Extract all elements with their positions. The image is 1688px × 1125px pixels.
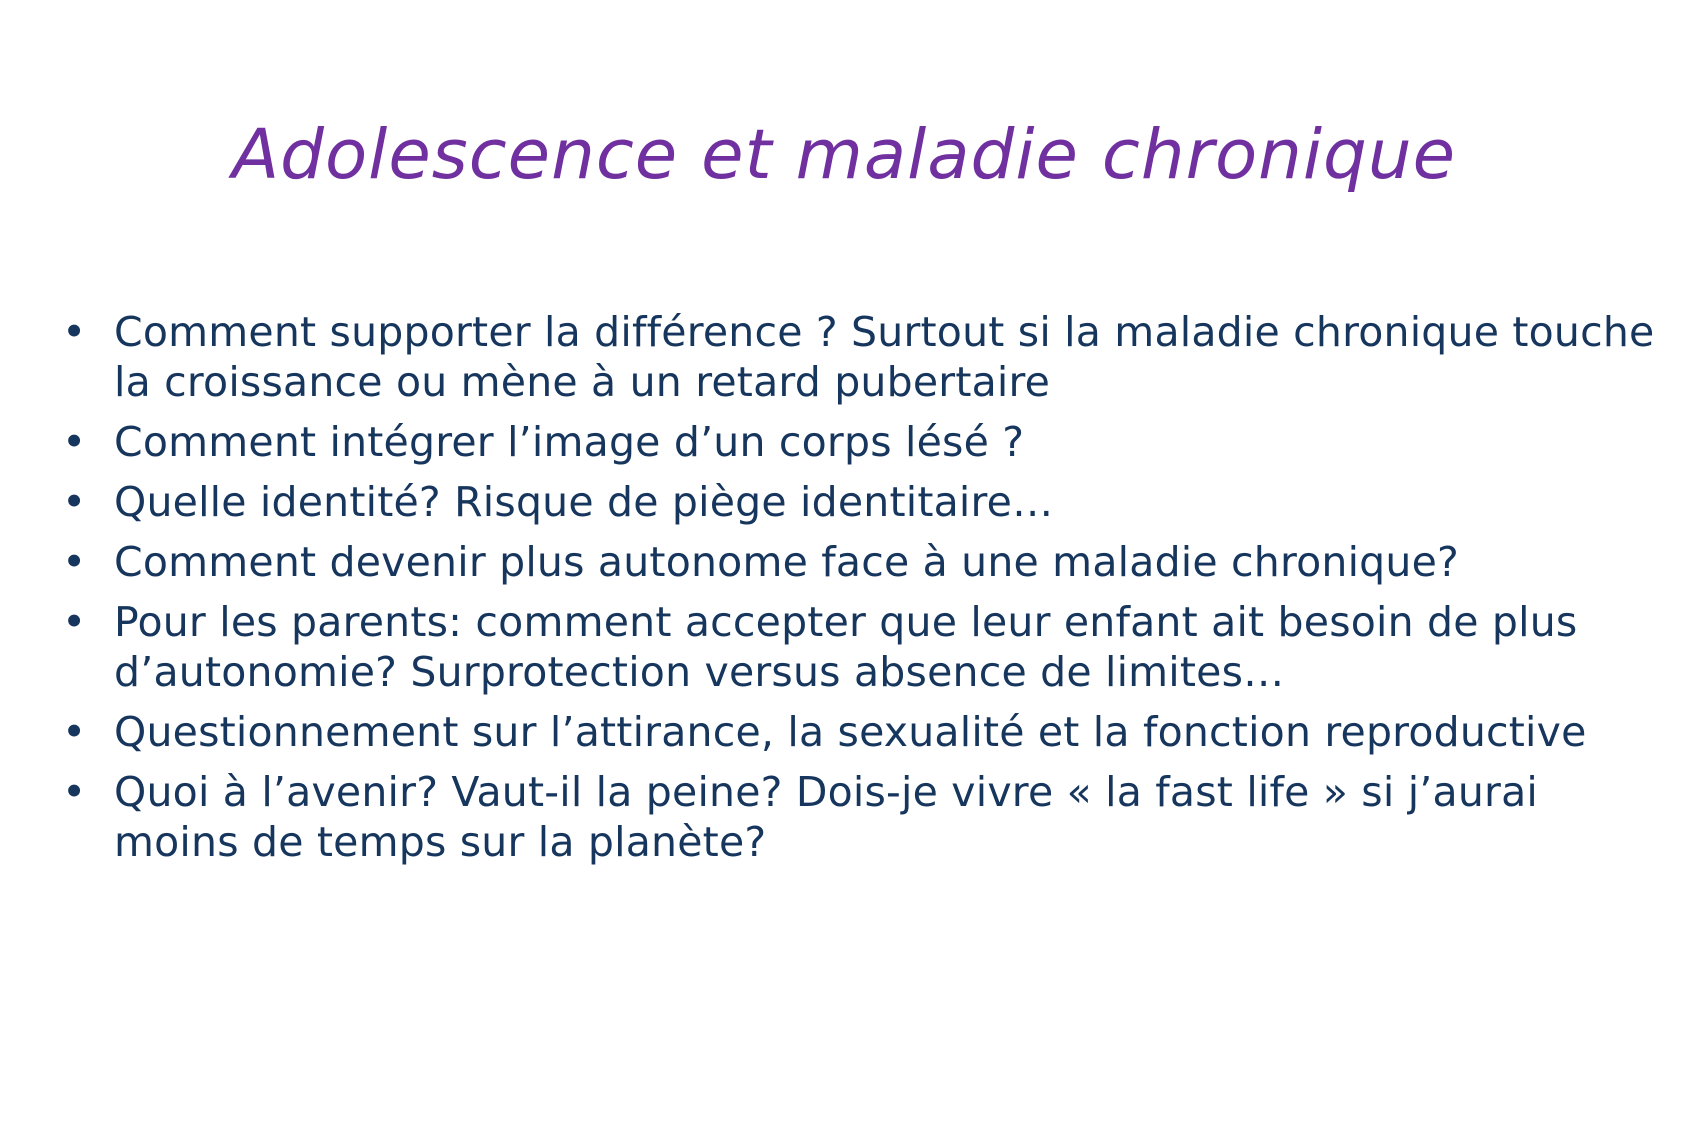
bullet-item [62, 477, 1672, 527]
bullet-item [62, 707, 1672, 757]
bullet-icon: • [62, 708, 87, 756]
bullet-text: Quelle identité? Risque de piège identitaire… [114, 478, 1054, 526]
slide-title: Adolescence et maladie chronique [231, 115, 1457, 195]
bullet-icon: • [62, 768, 87, 816]
bullet-text: Pour les parents: comment accepter que leur enfant ait besoin de plus d’autonomie? Surprotection versus absence de limites… [114, 598, 1578, 696]
bullet-icon: • [62, 478, 87, 526]
bullet-item [62, 537, 1672, 587]
bullet-item [62, 597, 1672, 697]
bullet-item [62, 767, 1672, 867]
bullet-text: Comment intégrer l’image d’un corps lésé ? [114, 418, 1025, 466]
bullet-text: Questionnement sur l’attirance, la sexualité et la fonction reproductive [114, 708, 1587, 756]
bullet-item [62, 307, 1672, 407]
bullet-icon: • [62, 598, 87, 646]
bullet-icon: • [62, 538, 87, 586]
bullet-text: Comment devenir plus autonome face à une maladie chronique? [114, 538, 1459, 586]
bullet-icon: • [62, 418, 87, 466]
bullet-icon: • [62, 308, 87, 356]
bullet-item [62, 417, 1672, 467]
bullet-text: Comment supporter la différence ? Surtout si la maladie chronique touche la croissance ou mène à un retard pubertaire [114, 308, 1655, 406]
bullet-list [62, 307, 1672, 877]
bullet-text: Quoi à l’avenir? Vaut-il la peine? Dois-je vivre « la fast life » si j’aurai moins de temps sur la planète? [114, 768, 1538, 866]
